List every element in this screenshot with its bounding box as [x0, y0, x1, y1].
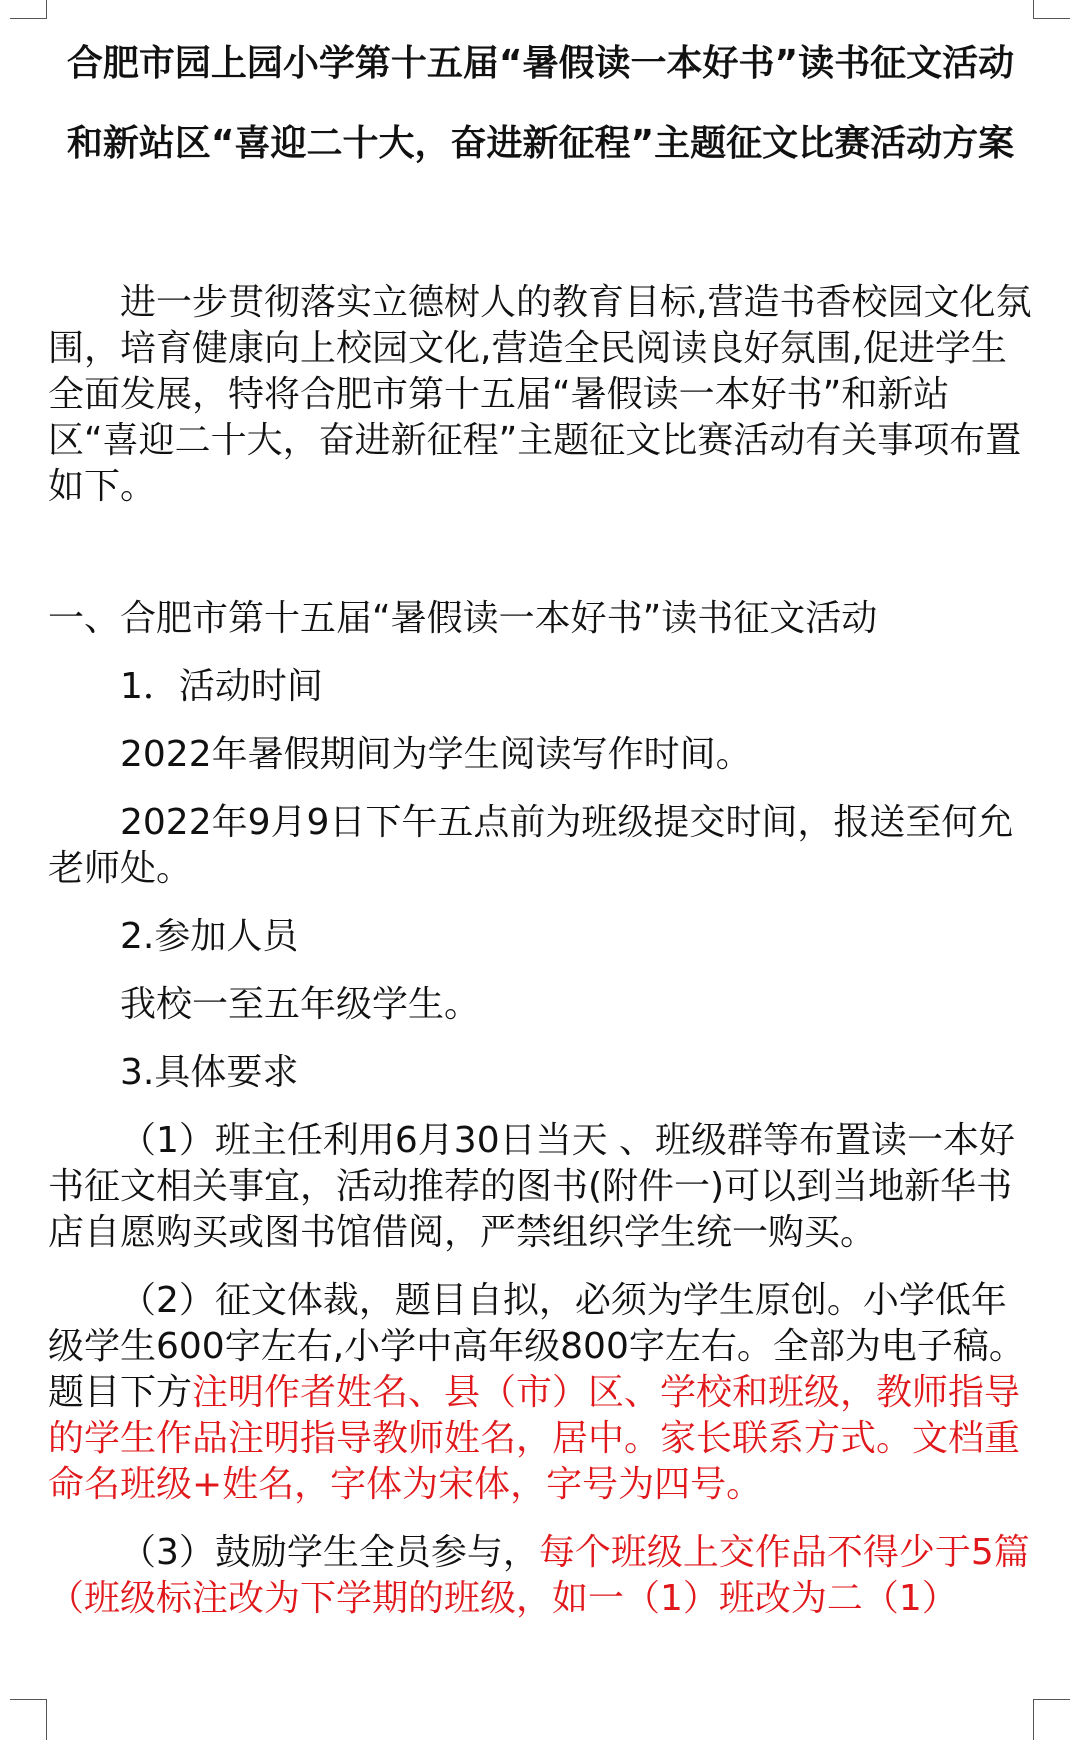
item-1-paragraph-2: 2022年9月9日下午五点前为班级提交时间，报送至何允老师处。	[48, 802, 1014, 889]
crop-mark-bottom-left	[10, 1699, 47, 1740]
item-1-paragraph-1: 2022年暑假期间为学生阅读写作时间。	[120, 734, 752, 775]
item-3-heading: 3.具体要求	[120, 1052, 299, 1093]
item-1-heading: 1．活动时间	[120, 666, 323, 707]
crop-mark-top-left	[10, 0, 47, 19]
requirement-2	[48, 1278, 1033, 1508]
requirement-3-text: （3）鼓励学生全员参与，	[120, 1532, 539, 1573]
document-page	[48, 0, 1033, 1622]
item-2-heading: 2.参加人员	[120, 916, 299, 957]
requirement-2-highlight: 注明作者姓名、县（市）区、学校和班级，教师指导的学生作品注明指导教师姓名，居中。家长联系方式。文档重命名班级+姓名，字体为宋体，字号为四号。	[48, 1372, 1021, 1505]
requirement-3	[48, 1530, 1033, 1622]
intro-paragraph: 进一步贯彻落实立德树人的教育目标,营造书香校园文化氛围，培育健康向上校园文化,营造全民阅读良好氛围,促进学生全面发展，特将合肥市第十五届“暑假读一本好书”和新站区“喜迎二十大，奋进新征程”主题征文比赛活动有关事项布置如下。	[48, 282, 1032, 507]
item-2-paragraph-1: 我校一至五年级学生。	[120, 984, 481, 1025]
doc-title-line-2: 和新站区“喜迎二十大，奋进新征程”主题征文比赛活动方案	[66, 123, 1015, 164]
section-1-heading: 一、合肥市第十五届“暑假读一本好书”读书征文活动	[48, 598, 878, 639]
requirement-3-highlight: 每个班级上交作品不得少于5篇（班级标注改为下学期的班级，如一（1）班改为二（1）	[48, 1532, 1030, 1619]
requirement-2-text: （2）征文体裁，题目自拟，必须为学生原创。小学低年级学生600字左右,小学中高年级800字左右。全部为电子稿。题目下方	[48, 1280, 1025, 1413]
doc-title-line-1: 合肥市园上园小学第十五届“暑假读一本好书”读书征文活动	[66, 43, 1015, 84]
crop-mark-bottom-right	[1033, 1699, 1070, 1740]
crop-mark-top-right	[1033, 0, 1070, 19]
requirement-1: （1）班主任利用6月30日当天 、班级群等布置读一本好书征文相关事宜，活动推荐的图书(附件一)可以到当地新华书店自愿购买或图书馆借阅，严禁组织学生统一购买。	[48, 1120, 1016, 1253]
